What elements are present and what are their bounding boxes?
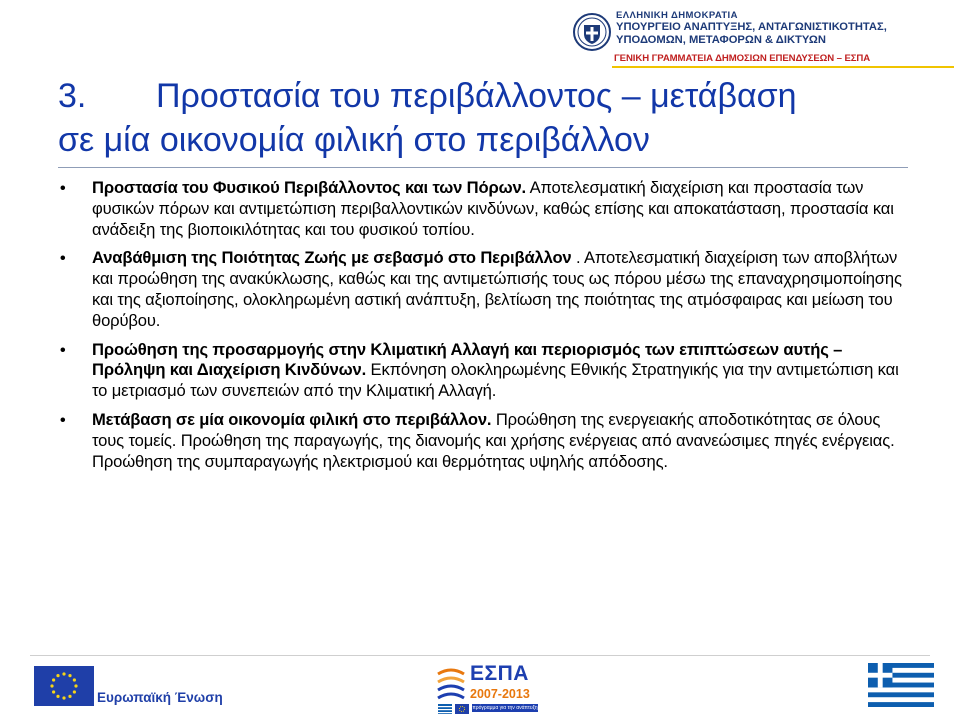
bullet-lead: Αναβάθμιση της Ποιότητας Ζωής με σεβασμό στο Περιβάλλον xyxy=(92,248,572,268)
title-line2: σε μία οικονομία φιλική στο περιβάλλον xyxy=(58,121,650,159)
espa-wordmark: ΕΣΠΑ xyxy=(470,662,529,685)
bullet-lead: Μετάβαση σε μία οικονομία φιλική στο περιβάλλον. xyxy=(92,409,492,429)
bullet-dot-icon: • xyxy=(60,250,66,268)
bullet-dot-icon: • xyxy=(60,180,66,197)
espa-years: 2007-2013 xyxy=(470,687,530,701)
eu-star-icon xyxy=(68,695,71,698)
eu-star-icon xyxy=(68,674,71,677)
ministry-text xyxy=(616,10,954,47)
secretariat-underline xyxy=(612,66,954,68)
footer-divider xyxy=(30,655,930,656)
small-flags-icon xyxy=(438,704,470,714)
bullet-paragraph xyxy=(92,248,910,331)
bullet-paragraph xyxy=(92,178,910,240)
title-line1-text: Προστασία του περιβάλλοντος – μετάβαση xyxy=(156,77,797,115)
espa-tagline: πρόγραμμα για την ανάπτυξη xyxy=(472,705,538,711)
slide-title xyxy=(58,74,938,162)
eu-flag-icon xyxy=(34,666,94,706)
eu-star-icon xyxy=(50,684,53,687)
bullet-dot-icon: • xyxy=(60,411,66,429)
bullet-item xyxy=(60,410,910,472)
bullet-item xyxy=(60,178,910,240)
eu-star-icon xyxy=(74,684,77,687)
eu-star-icon xyxy=(62,672,65,675)
eu-label: Ευρωπαϊκή Ένωση xyxy=(97,690,223,705)
title-line1 xyxy=(58,74,938,118)
secretariat-label: ΓΕΝΙΚΗ ΓΡΑΜΜΑΤΕΙΑ ΔΗΜΟΣΙΩΝ ΕΠΕΝΔΥΣΕΩΝ – ΕΣΠΑ xyxy=(614,53,871,64)
eu-star-icon xyxy=(56,674,59,677)
title-number: 3. xyxy=(58,77,87,115)
bullet-text: Προώθηση της ενεργειακής αποδοτικότητας σε όλους τους τομείς. Προώθηση της παραγωγής, της διανομής και χρήσης ενέργειας από ανανεώσιμες πηγές ενέργειας. Προώθηση της συμπαραγωγής ηλεκτρισμού και θερμότητας υψηλής απόδοσης. xyxy=(92,409,895,471)
bullet-text: . Αποτελεσματική διαχείριση των αποβλήτων και προώθηση της ανακύκλωσης, καθώς και της αντιμετώπισής τους ως πόρου μέσω της επαναχρησιμοποίησης και της αξιοποίησης, ολοκληρωμένη αστική ανάπτυξη, βελτίωση της ποιότητας της ατμόσφαιρας και μείωση του θορύβου. xyxy=(92,248,902,330)
bullet-paragraph xyxy=(92,410,910,472)
bullet-item xyxy=(60,340,910,402)
eu-star-icon xyxy=(52,690,55,693)
ministry-name-line2: ΥΠΟΔΟΜΩΝ, ΜΕΤΑΦΟΡΩΝ & ΔΙΚΤΥΩΝ xyxy=(616,34,826,46)
bullet-list xyxy=(60,178,910,480)
bullet-text: Αποτελεσματική διαχείριση και προστασία των φυσικών πόρων και αντιμετώπιση περιβαλλοντικών κινδύνων, καθώς επίσης και αποκατάσταση, προστασία και ανάδειξη της βιοποικιλότητας και του φυσικού τοπίου. xyxy=(92,178,894,239)
espa-mark-icon xyxy=(434,666,468,702)
bullet-text: Εκπόνηση ολοκληρωμένης Εθνικής Στρατηγικής για την αντιμετώπιση και το μετριασμό των συνεπειών από την Κλιματική Αλλαγή. xyxy=(92,360,899,401)
title-divider xyxy=(58,167,908,168)
bullet-paragraph xyxy=(92,340,910,402)
bullet-lead: Προώθηση της προσαρμογής στην Κλιματική Αλλαγή και περιορισμός των επιπτώσεων αυτής – Πρόληψη και Διαχείριση Κινδύνων. xyxy=(92,339,843,380)
eu-star-icon xyxy=(62,696,65,699)
eu-star-icon xyxy=(73,678,76,681)
republic-label: ΕΛΛΗΝΙΚΗ ΔΗΜΟΚΡΑΤΙΑ xyxy=(616,10,738,21)
bullet-dot-icon: • xyxy=(60,341,66,359)
greek-state-seal-icon xyxy=(572,12,612,52)
eu-star-icon xyxy=(52,678,55,681)
bullet-lead: Προστασία του Φυσικού Περιβάλλοντος και των Πόρων. xyxy=(92,178,527,197)
bullet-item xyxy=(60,248,910,331)
greek-flag-icon xyxy=(868,662,934,708)
ministry-name-line1: ΥΠΟΥΡΓΕΙΟ ΑΝΑΠΤΥΞΗΣ, ΑΝΤΑΓΩΝΙΣΤΙΚΟΤΗΤΑΣ, xyxy=(616,21,887,33)
eu-star-icon xyxy=(73,690,76,693)
espa-logo-icon xyxy=(432,660,542,716)
eu-star-icon xyxy=(56,695,59,698)
